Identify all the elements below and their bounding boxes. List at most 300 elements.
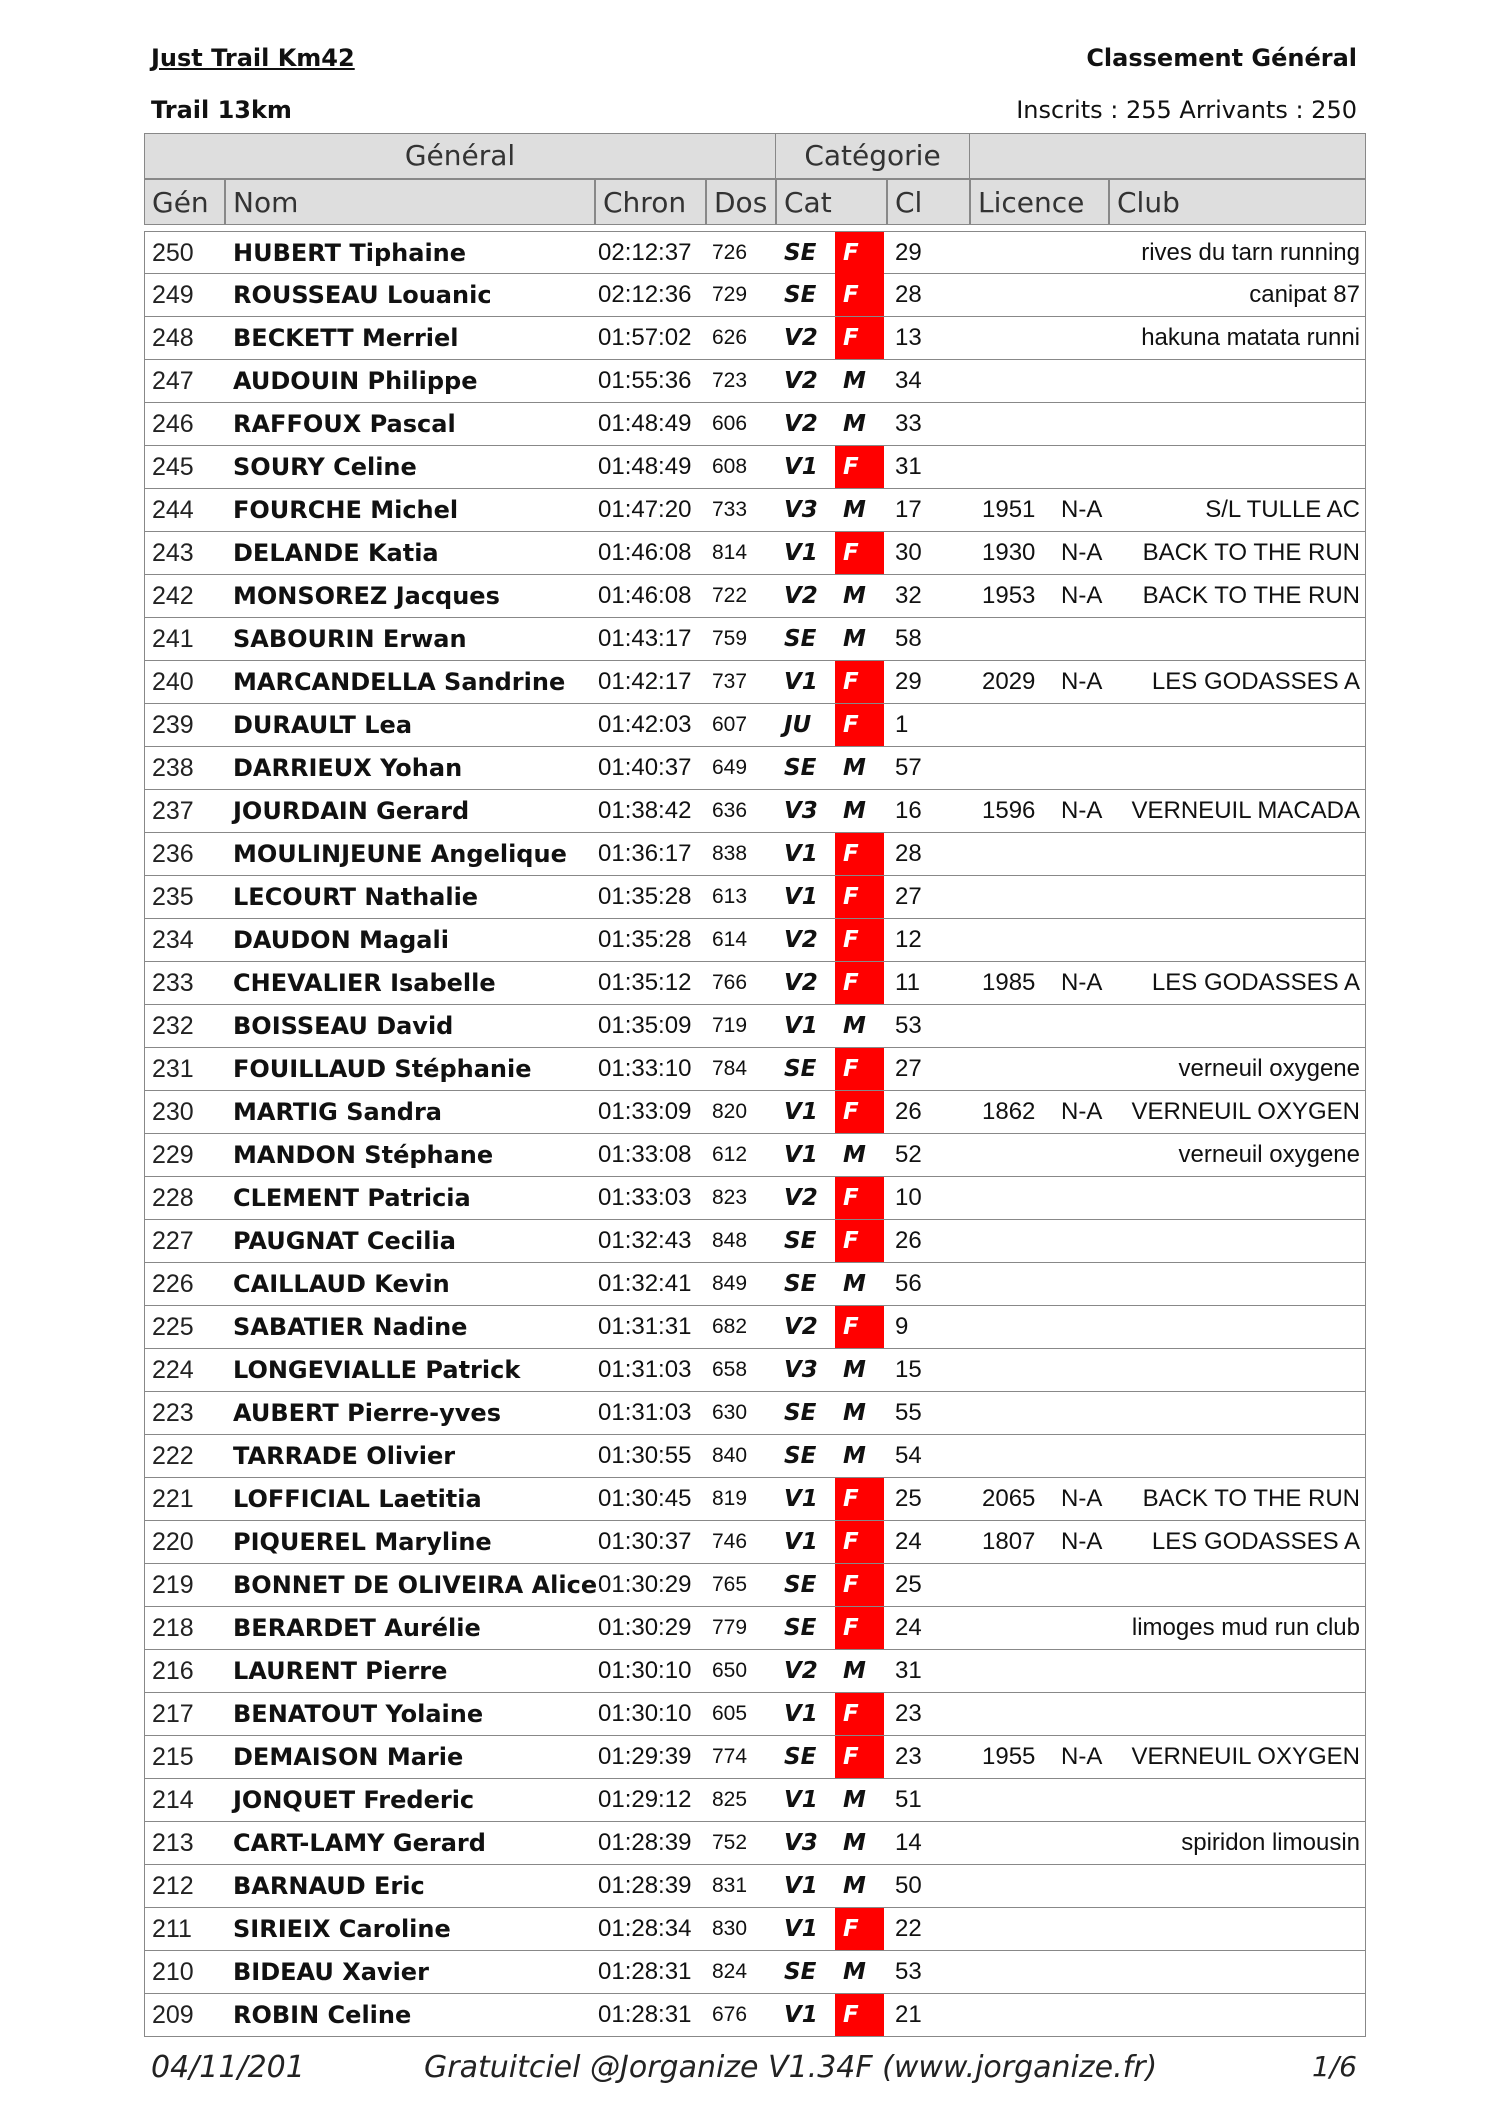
name-cell: FOUILLAUD Stéphanie bbox=[233, 1055, 532, 1083]
category-cell: V3 bbox=[784, 798, 818, 824]
sex-cell: M bbox=[843, 583, 866, 609]
region-cell: N-A bbox=[1061, 969, 1103, 996]
bib-cell: 607 bbox=[712, 713, 748, 736]
sex-cell: M bbox=[843, 1787, 866, 1813]
results-rows bbox=[144, 231, 1366, 2037]
time-cell: 01:35:28 bbox=[598, 883, 692, 910]
time-cell: 01:28:39 bbox=[598, 1829, 692, 1856]
time-cell: 01:35:28 bbox=[598, 926, 692, 953]
licence-cell: 1951 bbox=[982, 496, 1036, 523]
bib-cell: 636 bbox=[712, 799, 748, 822]
category-rank-cell: 50 bbox=[895, 1872, 922, 1899]
time-cell: 01:28:34 bbox=[598, 1915, 692, 1942]
sex-cell: F bbox=[835, 919, 884, 961]
category-cell: V2 bbox=[784, 368, 818, 394]
time-cell: 01:35:09 bbox=[598, 1012, 692, 1039]
club-cell: LES GODASSES A bbox=[1151, 1528, 1360, 1555]
time-cell: 01:28:31 bbox=[598, 2001, 692, 2028]
sex-cell: M bbox=[843, 1873, 866, 1899]
print-date: 04/11/201 bbox=[151, 2050, 305, 2085]
table-row bbox=[144, 489, 1366, 532]
sex-cell: F bbox=[835, 1908, 884, 1950]
category-rank-cell: 31 bbox=[895, 1657, 922, 1684]
name-cell: SABATIER Nadine bbox=[233, 1313, 468, 1341]
table-row bbox=[144, 919, 1366, 962]
sex-cell: M bbox=[843, 626, 866, 652]
name-cell: LOFFICIAL Laetitia bbox=[233, 1485, 482, 1513]
gen-cell: 223 bbox=[152, 1399, 194, 1427]
bib-cell: 719 bbox=[712, 1014, 748, 1037]
category-rank-cell: 24 bbox=[895, 1528, 922, 1555]
bib-cell: 823 bbox=[712, 1186, 748, 1209]
bib-cell: 838 bbox=[712, 842, 748, 865]
time-cell: 01:33:08 bbox=[598, 1141, 692, 1168]
time-cell: 01:32:43 bbox=[598, 1227, 692, 1254]
sex-cell: M bbox=[843, 755, 866, 781]
table-row bbox=[144, 1650, 1366, 1693]
name-cell: BECKETT Merriel bbox=[233, 324, 459, 352]
gen-cell: 228 bbox=[152, 1184, 194, 1212]
category-rank-cell: 17 bbox=[895, 496, 922, 523]
name-cell: MANDON Stéphane bbox=[233, 1141, 494, 1169]
region-cell: N-A bbox=[1061, 1098, 1103, 1125]
sex-cell: F bbox=[835, 1177, 884, 1219]
sex-cell: M bbox=[843, 1658, 866, 1684]
sex-cell: F bbox=[835, 1220, 884, 1262]
bib-cell: 682 bbox=[712, 1315, 748, 1338]
time-cell: 01:42:17 bbox=[598, 668, 692, 695]
time-cell: 01:30:55 bbox=[598, 1442, 692, 1469]
category-cell: V1 bbox=[784, 884, 818, 910]
category-rank-cell: 32 bbox=[895, 582, 922, 609]
sex-cell: M bbox=[843, 1271, 866, 1297]
category-cell: V2 bbox=[784, 583, 818, 609]
name-cell: CART-LAMY Gerard bbox=[233, 1829, 486, 1857]
table-row bbox=[144, 1220, 1366, 1263]
time-cell: 01:33:09 bbox=[598, 1098, 692, 1125]
gen-cell: 209 bbox=[152, 2001, 194, 2029]
category-cell: SE bbox=[784, 1572, 817, 1598]
club-cell: S/L TULLE AC bbox=[1205, 496, 1360, 523]
sex-cell: F bbox=[835, 274, 884, 316]
category-cell: SE bbox=[784, 1400, 817, 1426]
category-rank-cell: 55 bbox=[895, 1399, 922, 1426]
category-cell: V1 bbox=[784, 841, 818, 867]
time-cell: 01:33:03 bbox=[598, 1184, 692, 1211]
sex-cell: M bbox=[843, 1400, 866, 1426]
club-cell: rives du tarn running bbox=[1141, 239, 1360, 266]
name-cell: BOISSEAU David bbox=[233, 1012, 454, 1040]
category-rank-cell: 31 bbox=[895, 453, 922, 480]
sex-cell: M bbox=[843, 497, 866, 523]
group-categorie: Catégorie bbox=[775, 133, 970, 179]
name-cell: MOULINJEUNE Angelique bbox=[233, 840, 567, 868]
event-title: Just Trail Km42 bbox=[151, 44, 355, 72]
gen-cell: 237 bbox=[152, 797, 194, 825]
group-general: Général bbox=[144, 133, 776, 179]
gen-cell: 226 bbox=[152, 1270, 194, 1298]
gen-cell: 244 bbox=[152, 496, 194, 524]
time-cell: 01:28:39 bbox=[598, 1872, 692, 1899]
gen-cell: 220 bbox=[152, 1528, 194, 1556]
time-cell: 01:29:39 bbox=[598, 1743, 692, 1770]
time-cell: 01:30:29 bbox=[598, 1614, 692, 1641]
club-cell: BACK TO THE RUN bbox=[1142, 539, 1360, 566]
gen-cell: 231 bbox=[152, 1055, 194, 1083]
sex-cell: M bbox=[843, 1959, 866, 1985]
name-cell: LONGEVIALLE Patrick bbox=[233, 1356, 521, 1384]
name-cell: DEMAISON Marie bbox=[233, 1743, 464, 1771]
bib-cell: 824 bbox=[712, 1960, 748, 1983]
club-cell: LES GODASSES A bbox=[1151, 969, 1360, 996]
time-cell: 01:48:49 bbox=[598, 453, 692, 480]
table-row bbox=[144, 833, 1366, 876]
name-cell: JONQUET Frederic bbox=[233, 1786, 475, 1814]
category-rank-cell: 58 bbox=[895, 625, 922, 652]
col-chron: Chron bbox=[595, 179, 706, 225]
table-row bbox=[144, 1091, 1366, 1134]
category-rank-cell: 51 bbox=[895, 1786, 922, 1813]
time-cell: 01:35:12 bbox=[598, 969, 692, 996]
category-cell: SE bbox=[784, 1959, 817, 1985]
time-cell: 01:36:17 bbox=[598, 840, 692, 867]
name-cell: BERARDET Aurélie bbox=[233, 1614, 481, 1642]
time-cell: 01:31:03 bbox=[598, 1399, 692, 1426]
time-cell: 01:38:42 bbox=[598, 797, 692, 824]
sex-cell: M bbox=[843, 1013, 866, 1039]
gen-cell: 212 bbox=[152, 1872, 194, 1900]
table-row bbox=[144, 1994, 1366, 2037]
bib-cell: 614 bbox=[712, 928, 748, 951]
category-rank-cell: 53 bbox=[895, 1958, 922, 1985]
sex-cell: F bbox=[835, 1521, 884, 1563]
licence-cell: 1930 bbox=[982, 539, 1036, 566]
bib-cell: 658 bbox=[712, 1358, 748, 1381]
sex-cell: F bbox=[835, 704, 884, 746]
category-rank-cell: 52 bbox=[895, 1141, 922, 1168]
sex-cell: M bbox=[843, 368, 866, 394]
col-gen: Gén bbox=[144, 179, 225, 225]
bib-cell: 737 bbox=[712, 670, 748, 693]
bib-cell: 752 bbox=[712, 1831, 748, 1854]
gen-cell: 242 bbox=[152, 582, 194, 610]
gen-cell: 239 bbox=[152, 711, 194, 739]
bib-cell: 722 bbox=[712, 584, 748, 607]
name-cell: DAUDON Magali bbox=[233, 926, 449, 954]
bib-cell: 825 bbox=[712, 1788, 748, 1811]
bib-cell: 626 bbox=[712, 326, 748, 349]
category-cell: SE bbox=[784, 240, 817, 266]
bib-cell: 676 bbox=[712, 2003, 748, 2026]
bib-cell: 830 bbox=[712, 1917, 748, 1940]
bib-cell: 606 bbox=[712, 412, 748, 435]
table-row bbox=[144, 231, 1366, 274]
table-row bbox=[144, 1736, 1366, 1779]
gen-cell: 227 bbox=[152, 1227, 194, 1255]
bib-cell: 831 bbox=[712, 1874, 748, 1897]
bib-cell: 765 bbox=[712, 1573, 748, 1596]
table-row bbox=[144, 1951, 1366, 1994]
licence-cell: 2029 bbox=[982, 668, 1036, 695]
category-cell: V1 bbox=[784, 540, 818, 566]
time-cell: 01:33:10 bbox=[598, 1055, 692, 1082]
category-rank-cell: 9 bbox=[895, 1313, 909, 1340]
gen-cell: 234 bbox=[152, 926, 194, 954]
bib-cell: 784 bbox=[712, 1057, 748, 1080]
page-number: 1/6 bbox=[1311, 2050, 1357, 2083]
table-row bbox=[144, 1005, 1366, 1048]
category-rank-cell: 56 bbox=[895, 1270, 922, 1297]
name-cell: BIDEAU Xavier bbox=[233, 1958, 429, 1986]
sex-cell: M bbox=[843, 1830, 866, 1856]
gen-cell: 210 bbox=[152, 1958, 194, 1986]
category-cell: V3 bbox=[784, 497, 818, 523]
time-cell: 01:40:37 bbox=[598, 754, 692, 781]
name-cell: PAUGNAT Cecilia bbox=[233, 1227, 456, 1255]
licence-cell: 1953 bbox=[982, 582, 1036, 609]
table-row bbox=[144, 446, 1366, 489]
name-cell: MARTIG Sandra bbox=[233, 1098, 442, 1126]
name-cell: JOURDAIN Gerard bbox=[233, 797, 470, 825]
table-row bbox=[144, 704, 1366, 747]
table-row bbox=[144, 1908, 1366, 1951]
name-cell: BENATOUT Yolaine bbox=[233, 1700, 484, 1728]
name-cell: SIRIEIX Caroline bbox=[233, 1915, 451, 1943]
sex-cell: M bbox=[843, 1443, 866, 1469]
category-rank-cell: 34 bbox=[895, 367, 922, 394]
category-cell: SE bbox=[784, 282, 817, 308]
sex-cell: F bbox=[835, 962, 884, 1004]
gen-cell: 245 bbox=[152, 453, 194, 481]
table-row bbox=[144, 1134, 1366, 1177]
table-row bbox=[144, 1435, 1366, 1478]
name-cell: LECOURT Nathalie bbox=[233, 883, 479, 911]
col-club: Club bbox=[1109, 179, 1366, 225]
bib-cell: 613 bbox=[712, 885, 748, 908]
category-rank-cell: 29 bbox=[895, 668, 922, 695]
category-rank-cell: 28 bbox=[895, 840, 922, 867]
table-row bbox=[144, 575, 1366, 618]
gen-cell: 222 bbox=[152, 1442, 194, 1470]
bib-cell: 766 bbox=[712, 971, 748, 994]
group-blank bbox=[969, 133, 1366, 179]
category-rank-cell: 25 bbox=[895, 1571, 922, 1598]
gen-cell: 248 bbox=[152, 324, 194, 352]
sex-cell: M bbox=[843, 411, 866, 437]
category-cell: V1 bbox=[784, 1529, 818, 1555]
bib-cell: 650 bbox=[712, 1659, 748, 1682]
name-cell: CLEMENT Patricia bbox=[233, 1184, 471, 1212]
gen-cell: 241 bbox=[152, 625, 194, 653]
gen-cell: 235 bbox=[152, 883, 194, 911]
category-rank-cell: 24 bbox=[895, 1614, 922, 1641]
club-cell: canipat 87 bbox=[1249, 281, 1360, 308]
time-cell: 01:30:37 bbox=[598, 1528, 692, 1555]
table-row bbox=[144, 747, 1366, 790]
category-cell: SE bbox=[784, 1271, 817, 1297]
bib-cell: 814 bbox=[712, 541, 748, 564]
category-rank-cell: 54 bbox=[895, 1442, 922, 1469]
region-cell: N-A bbox=[1061, 1743, 1103, 1770]
gen-cell: 236 bbox=[152, 840, 194, 868]
category-cell: V2 bbox=[784, 411, 818, 437]
time-cell: 01:30:10 bbox=[598, 1700, 692, 1727]
gen-cell: 215 bbox=[152, 1743, 194, 1771]
time-cell: 01:32:41 bbox=[598, 1270, 692, 1297]
category-cell: V2 bbox=[784, 1314, 818, 1340]
club-cell: BACK TO THE RUN bbox=[1142, 1485, 1360, 1512]
gen-cell: 232 bbox=[152, 1012, 194, 1040]
name-cell: AUBERT Pierre-yves bbox=[233, 1399, 501, 1427]
table-row bbox=[144, 1822, 1366, 1865]
col-cl: Cl bbox=[887, 179, 970, 225]
category-rank-cell: 28 bbox=[895, 281, 922, 308]
category-rank-cell: 22 bbox=[895, 1915, 922, 1942]
bib-cell: 779 bbox=[712, 1616, 748, 1639]
category-cell: V1 bbox=[784, 2002, 818, 2028]
sex-cell: F bbox=[835, 833, 884, 875]
gen-cell: 240 bbox=[152, 668, 194, 696]
category-rank-cell: 12 bbox=[895, 926, 922, 953]
col-cat: Cat bbox=[776, 179, 887, 225]
gen-cell: 230 bbox=[152, 1098, 194, 1126]
table-row bbox=[144, 1177, 1366, 1220]
table-row bbox=[144, 1263, 1366, 1306]
name-cell: AUDOUIN Philippe bbox=[233, 367, 478, 395]
gen-cell: 225 bbox=[152, 1313, 194, 1341]
table-row bbox=[144, 1349, 1366, 1392]
bib-cell: 729 bbox=[712, 283, 748, 306]
bib-cell: 819 bbox=[712, 1487, 748, 1510]
table-row bbox=[144, 1521, 1366, 1564]
table-row bbox=[144, 790, 1366, 833]
club-cell: spiridon limousin bbox=[1181, 1829, 1360, 1856]
bib-cell: 733 bbox=[712, 498, 748, 521]
category-rank-cell: 10 bbox=[895, 1184, 922, 1211]
table-row bbox=[144, 1478, 1366, 1521]
category-rank-cell: 53 bbox=[895, 1012, 922, 1039]
table-row bbox=[144, 876, 1366, 919]
sex-cell: F bbox=[835, 1607, 884, 1649]
table-row bbox=[144, 1779, 1366, 1822]
bib-cell: 608 bbox=[712, 455, 748, 478]
licence-cell: 2065 bbox=[982, 1485, 1036, 1512]
licence-cell: 1596 bbox=[982, 797, 1036, 824]
category-cell: SE bbox=[784, 755, 817, 781]
time-cell: 01:42:03 bbox=[598, 711, 692, 738]
gen-cell: 247 bbox=[152, 367, 194, 395]
category-cell: V2 bbox=[784, 927, 818, 953]
gen-cell: 233 bbox=[152, 969, 194, 997]
bib-cell: 840 bbox=[712, 1444, 748, 1467]
column-group-header bbox=[144, 133, 1366, 179]
time-cell: 02:12:37 bbox=[598, 239, 692, 266]
gen-cell: 218 bbox=[152, 1614, 194, 1642]
licence-cell: 1985 bbox=[982, 969, 1036, 996]
club-cell: VERNEUIL OXYGEN bbox=[1131, 1743, 1360, 1770]
software-credit: Gratuitciel @Jorganize V1.34F (www.jorganize.fr) bbox=[424, 2050, 1158, 2085]
name-cell: DELANDE Katia bbox=[233, 539, 439, 567]
sex-cell: F bbox=[835, 1736, 884, 1778]
category-cell: V3 bbox=[784, 1830, 818, 1856]
sex-cell: M bbox=[843, 1142, 866, 1168]
entry-stats: Inscrits : 255 Arrivants : 250 bbox=[1016, 96, 1357, 124]
region-cell: N-A bbox=[1061, 797, 1103, 824]
time-cell: 01:29:12 bbox=[598, 1786, 692, 1813]
name-cell: RAFFOUX Pascal bbox=[233, 410, 456, 438]
gen-cell: 217 bbox=[152, 1700, 194, 1728]
time-cell: 01:57:02 bbox=[598, 324, 692, 351]
col-dos: Dos bbox=[706, 179, 776, 225]
licence-cell: 1807 bbox=[982, 1528, 1036, 1555]
gen-cell: 243 bbox=[152, 539, 194, 567]
category-rank-cell: 16 bbox=[895, 797, 922, 824]
table-row bbox=[144, 962, 1366, 1005]
name-cell: ROUSSEAU Louanic bbox=[233, 281, 492, 309]
table-row bbox=[144, 1865, 1366, 1908]
bib-cell: 848 bbox=[712, 1229, 748, 1252]
region-cell: N-A bbox=[1061, 539, 1103, 566]
category-rank-cell: 25 bbox=[895, 1485, 922, 1512]
category-cell: V2 bbox=[784, 1185, 818, 1211]
gen-cell: 221 bbox=[152, 1485, 194, 1513]
region-cell: N-A bbox=[1061, 1485, 1103, 1512]
gen-cell: 238 bbox=[152, 754, 194, 782]
name-cell: DARRIEUX Yohan bbox=[233, 754, 463, 782]
bib-cell: 612 bbox=[712, 1143, 748, 1166]
time-cell: 01:55:36 bbox=[598, 367, 692, 394]
region-cell: N-A bbox=[1061, 496, 1103, 523]
category-cell: V1 bbox=[784, 1873, 818, 1899]
table-row bbox=[144, 1392, 1366, 1435]
table-row bbox=[144, 532, 1366, 575]
category-cell: V1 bbox=[784, 1486, 818, 1512]
gen-cell: 250 bbox=[152, 239, 194, 267]
sex-cell: F bbox=[835, 1478, 884, 1520]
category-rank-cell: 1 bbox=[895, 711, 909, 738]
bib-cell: 605 bbox=[712, 1702, 748, 1725]
name-cell: PIQUEREL Maryline bbox=[233, 1528, 492, 1556]
category-rank-cell: 26 bbox=[895, 1227, 922, 1254]
category-cell: SE bbox=[784, 1056, 817, 1082]
category-rank-cell: 21 bbox=[895, 2001, 922, 2028]
results-table bbox=[144, 133, 1366, 2037]
category-cell: SE bbox=[784, 1744, 817, 1770]
category-cell: V1 bbox=[784, 1099, 818, 1125]
time-cell: 01:31:31 bbox=[598, 1313, 692, 1340]
table-row bbox=[144, 661, 1366, 704]
time-cell: 01:46:08 bbox=[598, 582, 692, 609]
gen-cell: 213 bbox=[152, 1829, 194, 1857]
club-cell: limoges mud run club bbox=[1131, 1614, 1360, 1641]
gen-cell: 246 bbox=[152, 410, 194, 438]
table-row bbox=[144, 1607, 1366, 1650]
gen-cell: 219 bbox=[152, 1571, 194, 1599]
category-cell: V1 bbox=[784, 1701, 818, 1727]
sex-cell: F bbox=[835, 1994, 884, 2036]
category-cell: SE bbox=[784, 1615, 817, 1641]
table-row bbox=[144, 1048, 1366, 1091]
category-cell: V1 bbox=[784, 454, 818, 480]
table-row bbox=[144, 1564, 1366, 1607]
bib-cell: 820 bbox=[712, 1100, 748, 1123]
club-cell: BACK TO THE RUN bbox=[1142, 582, 1360, 609]
category-rank-cell: 15 bbox=[895, 1356, 922, 1383]
time-cell: 01:43:17 bbox=[598, 625, 692, 652]
category-rank-cell: 23 bbox=[895, 1743, 922, 1770]
region-cell: N-A bbox=[1061, 582, 1103, 609]
name-cell: MARCANDELLA Sandrine bbox=[233, 668, 566, 696]
